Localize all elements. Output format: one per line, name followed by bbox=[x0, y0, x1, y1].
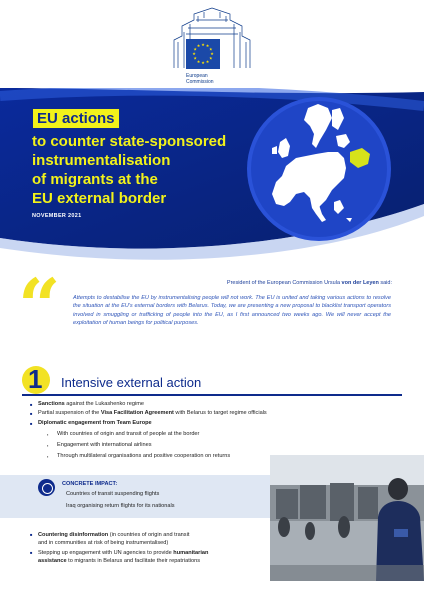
action-list bbox=[30, 400, 390, 462]
item-bold: humanitarian bbox=[173, 549, 209, 556]
section-title: Intensive external action bbox=[61, 375, 202, 390]
section-divider bbox=[22, 394, 402, 396]
impact-line-1: Countries of transit suspending flights bbox=[66, 491, 160, 497]
item-bold: assistance bbox=[38, 557, 67, 564]
org-line-2: Commission bbox=[186, 79, 214, 85]
sub-list-item: ▪ Through multilateral organisations and positive cooperation on returns bbox=[30, 452, 390, 461]
svg-text:★: ★ bbox=[205, 43, 210, 49]
list-item bbox=[30, 409, 390, 418]
svg-text:★: ★ bbox=[196, 58, 201, 64]
publication-date: NOVEMBER 2021 bbox=[32, 213, 82, 219]
list-item bbox=[30, 400, 390, 409]
item-text: and in communities at risk of being instrumentalised) bbox=[38, 540, 169, 547]
title-line-1: to counter state-sponsored bbox=[32, 133, 227, 150]
svg-text:★: ★ bbox=[201, 60, 205, 65]
svg-text:★: ★ bbox=[193, 46, 197, 52]
svg-text:★: ★ bbox=[205, 58, 210, 64]
svg-text:★: ★ bbox=[209, 46, 213, 52]
svg-text:★: ★ bbox=[192, 51, 196, 56]
action-list-2 bbox=[30, 531, 270, 566]
european-commission-logo bbox=[164, 6, 260, 92]
impact-heading: CONCRETE IMPACT: bbox=[62, 481, 118, 487]
section-number: 1 bbox=[28, 364, 43, 394]
attribution-prefix: President of the European Commission Ursula bbox=[226, 280, 342, 286]
organization-name bbox=[186, 73, 214, 85]
svg-text:★: ★ bbox=[209, 55, 213, 61]
europe-map-illustration bbox=[246, 96, 392, 242]
svg-text:★: ★ bbox=[193, 55, 197, 61]
list-item bbox=[30, 549, 270, 566]
section-number-badge bbox=[22, 366, 50, 394]
quote-text: Attempts to destabilise the EU by instrumentalising people will not work. The EU is united and taking various actions to resolve the situation at the EU's external borders with Belarus. Today, we are presenting a new proposal to blacklist transport operators involved in smuggling or trafficking of people into the EU, as I first announced two weeks ago. We will never accept the exploitation of human beings for political purposes. bbox=[73, 295, 391, 326]
list-item bbox=[30, 531, 270, 548]
svg-text:★: ★ bbox=[210, 51, 214, 56]
title-line-4: EU external border bbox=[32, 190, 167, 207]
svg-text:★: ★ bbox=[201, 42, 205, 47]
item-text: (in countries of origin and transit bbox=[108, 532, 190, 538]
item-bold: Sanctions bbox=[38, 401, 65, 407]
title-line-3: of migrants at the bbox=[32, 171, 158, 188]
item-bold: Diplomatic engagement from Team Europe bbox=[38, 419, 152, 426]
title-highlight: EU actions bbox=[32, 108, 120, 129]
quote-mark-icon: “ bbox=[18, 264, 55, 350]
item-bold: Visa Facilitation Agreement bbox=[100, 410, 174, 417]
border-photo bbox=[270, 455, 424, 581]
title-line-2: instrumentalisation bbox=[32, 152, 171, 169]
sub-list-item: ▪ With countries of origin and transit of people at the border bbox=[30, 430, 390, 439]
item-text: Stepping up engagement with UN agencies to provide bbox=[38, 549, 174, 556]
item-text: to migrants in Belarus and facilitate their repatriations bbox=[66, 557, 201, 564]
eu-flag-icon bbox=[186, 39, 220, 69]
item-text: with Belarus to target regime officials bbox=[173, 410, 267, 417]
document-title bbox=[32, 108, 226, 208]
list-item bbox=[30, 419, 390, 428]
eu-globe-icon bbox=[38, 479, 55, 496]
attribution-name: von der Leyen bbox=[341, 280, 379, 286]
item-text: against the Lukashenko regime bbox=[64, 401, 145, 407]
item-text: Partial suspension of the bbox=[38, 410, 101, 417]
quote-attribution bbox=[227, 280, 392, 286]
svg-text:★: ★ bbox=[196, 43, 201, 49]
sub-list-item: ▪ Engagement with international airlines bbox=[30, 441, 390, 450]
org-line-1: European bbox=[186, 73, 208, 79]
item-bold: Countering disinformation bbox=[38, 532, 109, 538]
impact-line-2: Iraq organising return flights for its nationals bbox=[66, 503, 175, 509]
attribution-suffix: said: bbox=[378, 280, 392, 286]
